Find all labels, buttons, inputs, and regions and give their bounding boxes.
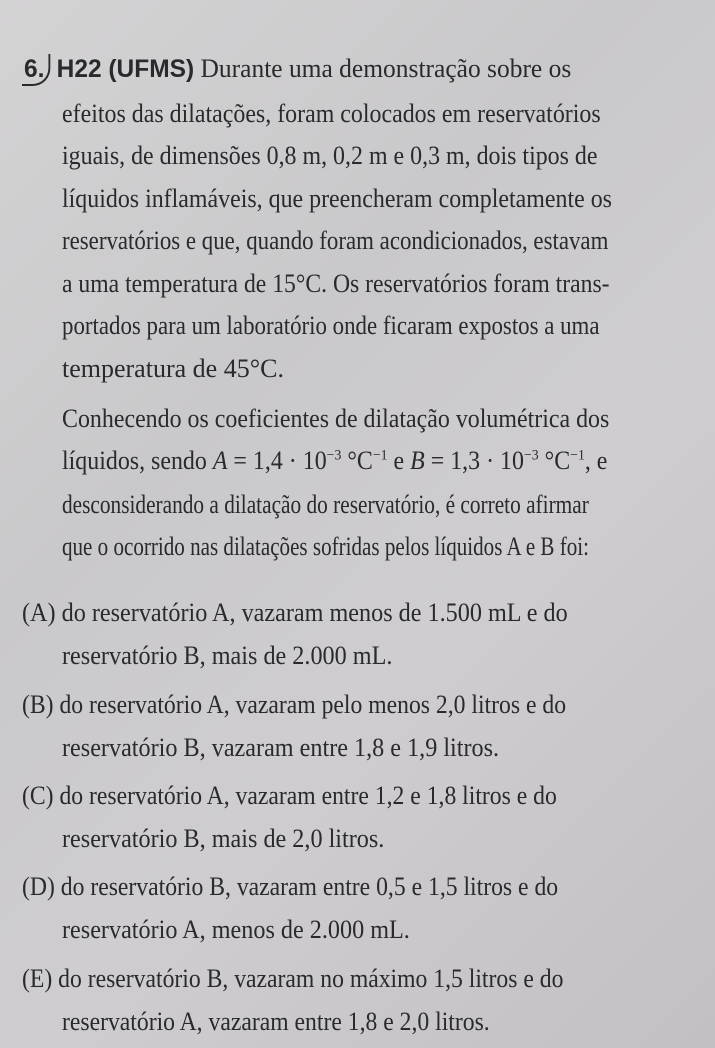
stem-line-4: líquidos inflamáveis, que preencheram completamente os bbox=[62, 184, 612, 213]
coef-a-unit-exponent: −1 bbox=[372, 447, 388, 464]
para2-line-3: desconsiderando a dilatação do reservatório, é correto afirmar bbox=[62, 490, 589, 519]
option-e-text: do reservatório B, vazaram no máximo 1,5 litros e do bbox=[58, 964, 564, 993]
para2-line-2 bbox=[62, 446, 607, 476]
conjunction: e bbox=[387, 446, 411, 475]
para2-line-4: que o ocorrido nas dilatações sofridas pelos líquidos A e B foi: bbox=[62, 532, 589, 561]
stem-line-3: iguais, de dimensões 0,8 m, 0,2 m e 0,3 m, dois tipos de bbox=[62, 141, 598, 170]
stem-line-5: reservatórios e que, quando foram acondicionados, estavam bbox=[62, 226, 609, 255]
option-c-letter: (C) bbox=[22, 781, 54, 810]
option-e-letter: (E) bbox=[22, 964, 53, 993]
option-c-text: do reservatório A, vazaram entre 1,2 e 1,8 litros e do bbox=[59, 781, 557, 810]
para2-text: , e bbox=[584, 446, 608, 475]
stem-text: . Os reservatórios foram trans- bbox=[321, 269, 610, 298]
coef-a-value: = 1,4 · 10 bbox=[227, 446, 327, 475]
option-b-letter: (B) bbox=[22, 690, 54, 719]
option-d-letter: (D) bbox=[22, 872, 55, 901]
coef-a-unit: °C bbox=[341, 446, 373, 475]
question-source: H22 (UFMS) bbox=[56, 55, 195, 83]
initial-temperature: 15°C bbox=[272, 269, 322, 298]
stem-line-7: portados para um laboratório onde ficaram expostos a uma bbox=[62, 311, 600, 340]
coef-b-unit: °C bbox=[538, 446, 571, 475]
para2-line-1: Conhecendo os coeficientes de dilatação volumétrica dos bbox=[62, 404, 610, 433]
option-b-text: do reservatório A, vazaram pelo menos 2,0 litros e do bbox=[59, 690, 567, 719]
option-a-text: do reservatório A, vazaram menos de 1.500 mL e do bbox=[61, 598, 568, 627]
stem-text: a uma temperatura de bbox=[62, 269, 267, 298]
option-e-continued: reservatório A, vazaram entre 1,8 e 2,0 litros. bbox=[62, 1007, 490, 1036]
question-number: 6. bbox=[22, 54, 50, 86]
option-d-text: do reservatório B, vazaram entre 0,5 e 1,5 litros e do bbox=[60, 872, 559, 901]
option-e[interactable] bbox=[22, 964, 563, 994]
coefficient-b bbox=[410, 446, 585, 475]
stem-text: . bbox=[277, 354, 284, 383]
final-temperature: 45°C bbox=[223, 354, 278, 383]
stem-text: temperatura de bbox=[62, 354, 218, 383]
stem-line-1: Durante uma demonstração sobre os bbox=[200, 54, 572, 83]
option-a-letter: (A) bbox=[22, 598, 56, 627]
option-a-continued: reservatório B, mais de 2.000 mL. bbox=[62, 641, 393, 670]
question-header-line bbox=[22, 54, 571, 86]
coef-b-value: = 1,3 · 10 bbox=[424, 446, 524, 475]
para2-text: líquidos, sendo bbox=[62, 446, 207, 475]
coefficient-a bbox=[213, 446, 388, 475]
option-a[interactable] bbox=[22, 598, 568, 628]
option-d-continued: reservatório A, menos de 2.000 mL. bbox=[62, 915, 410, 944]
option-d[interactable] bbox=[22, 872, 558, 902]
coef-a-exponent: −3 bbox=[326, 447, 342, 464]
option-b-continued: reservatório B, vazaram entre 1,8 e 1,9 litros. bbox=[62, 733, 500, 762]
coef-a-var: A bbox=[212, 446, 228, 475]
stem-line-2: efeitos das dilatações, foram colocados em reservatórios bbox=[62, 99, 601, 128]
option-b[interactable] bbox=[22, 690, 566, 720]
coef-b-unit-exponent: −1 bbox=[570, 447, 585, 464]
stem-line-6 bbox=[62, 269, 610, 299]
option-c-continued: reservatório B, mais de 2,0 litros. bbox=[62, 824, 385, 853]
coef-b-exponent: −3 bbox=[523, 447, 539, 464]
option-c[interactable] bbox=[22, 781, 557, 811]
coef-b-var: B bbox=[410, 446, 425, 475]
stem-line-8 bbox=[62, 354, 284, 384]
